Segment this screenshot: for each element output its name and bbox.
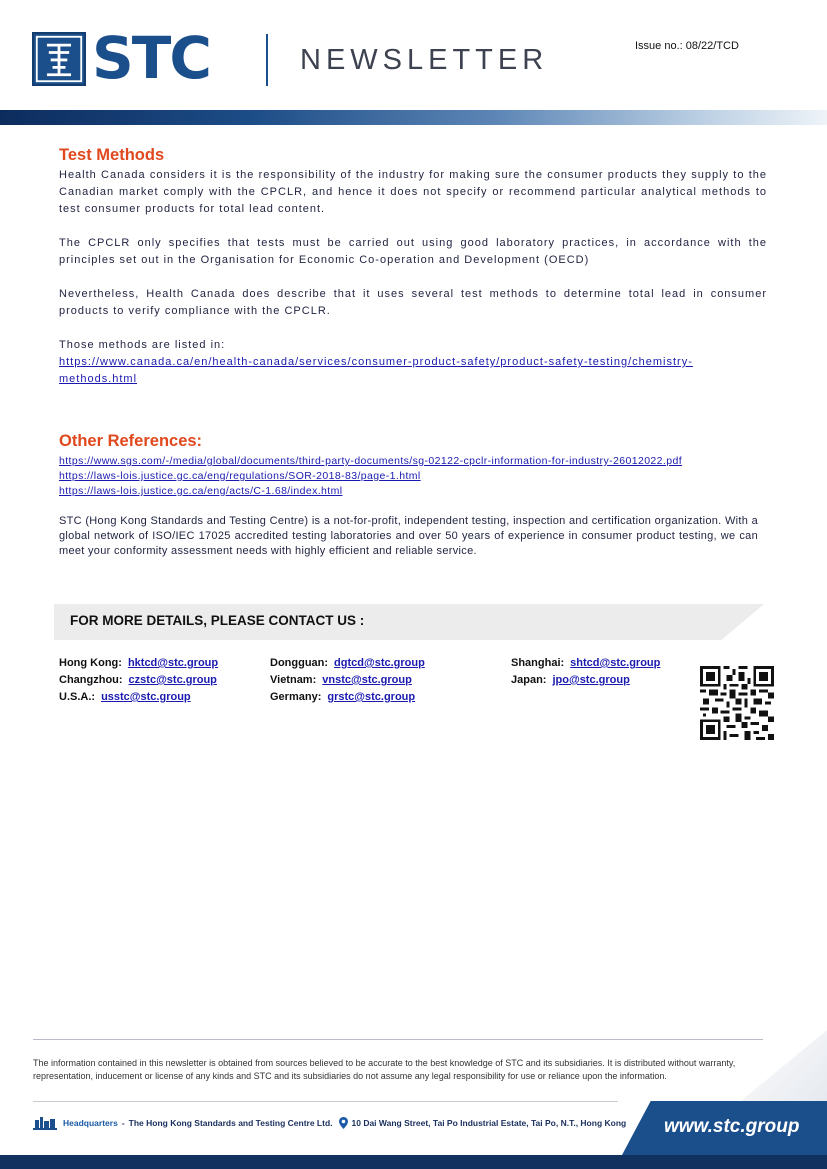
footer-divider: [33, 1039, 763, 1040]
contact-column-1: [59, 655, 218, 706]
contact-row: [59, 672, 218, 689]
header-divider: [266, 34, 268, 86]
contact-row: [270, 655, 425, 672]
test-methods-paragraph-4: [59, 337, 767, 388]
contact-email-link[interactable]: hktcd@stc.group: [127, 657, 219, 669]
contact-city: Changzhou:: [59, 674, 123, 686]
contact-email-link[interactable]: usstc@stc.group: [101, 691, 191, 703]
contact-city: Shanghai:: [511, 657, 565, 669]
contact-column-3: [511, 655, 660, 689]
contact-email-link[interactable]: dgtcd@stc.group: [334, 657, 425, 669]
contact-row: [511, 672, 660, 689]
contact-row: [59, 655, 218, 672]
contact-row: [511, 655, 660, 672]
contact-email-link[interactable]: vnstc@stc.group: [322, 674, 412, 686]
contact-email-link[interactable]: jpo@stc.group: [552, 674, 630, 686]
stc-logo-mark: [32, 32, 86, 86]
contact-row: [270, 672, 425, 689]
other-references-title: Other References:: [59, 432, 203, 450]
qr-code-icon: [700, 666, 774, 740]
hq-address: 10 Dai Wang Street, Tai Po Industrial Estate, Tai Po, N.T., Hong Kong: [351, 1118, 627, 1128]
contact-city: Vietnam:: [270, 674, 317, 686]
contact-city: Hong Kong:: [59, 657, 122, 669]
stc-emblem-icon: [34, 34, 84, 84]
test-methods-section: [59, 146, 767, 388]
reference-link-act[interactable]: https://laws-lois.justice.gc.ca/eng/acts/C-1.68/index.html: [59, 485, 343, 497]
test-methods-paragraph-1: Health Canada considers it is the responsibility of the industry for making sure the consumer products they supply to the Canadian market comply with the CPCLR, and hence it does not specify or recommend particular analytical methods to test consumer products for total lead content.: [59, 169, 767, 215]
factory-building-icon: [33, 1116, 57, 1130]
footer-divider-secondary: [33, 1101, 618, 1102]
reference-link-sor[interactable]: https://laws-lois.justice.gc.ca/eng/regulations/SOR-2018-83/page-1.html: [59, 470, 421, 482]
other-references-section: [59, 432, 767, 559]
location-pin-icon: [339, 1117, 348, 1129]
hq-label: Headquarters: [63, 1118, 118, 1128]
reference-link-sgs[interactable]: https://www.sgs.com/-/media/global/documents/third-party-documents/sg-02122-cpclr-information-for-industry-26012022.pdf: [59, 455, 683, 467]
contact-city: Dongguan:: [270, 657, 329, 669]
contact-column-2: [270, 655, 425, 706]
hq-company-name: The Hong Kong Standards and Testing Centre Ltd.: [128, 1118, 333, 1128]
contact-email-link[interactable]: czstc@stc.group: [128, 674, 217, 686]
contact-heading: FOR MORE DETAILS, PLEASE CONTACT US :: [70, 613, 365, 628]
issue-number: Issue no.: 08/22/TCD: [635, 40, 739, 52]
header-gradient-band: [0, 110, 827, 125]
stc-logo-text: STC: [92, 24, 210, 92]
contact-city: Germany:: [270, 691, 322, 703]
disclaimer-text: The information contained in this newsletter is obtained from sources believed to be accurate to the best knowledge of STC and its subsidiaries. It is distributed without warranty, representation, inducement or license of any kinds and STC and its subsidiaries do not assume any legal responsibility for use or reliance upon the information.: [33, 1058, 736, 1081]
contact-row: [59, 689, 218, 706]
contact-city: U.S.A.:: [59, 691, 96, 703]
hq-separator: -: [121, 1118, 125, 1128]
contact-city: Japan:: [511, 674, 547, 686]
contact-email-link[interactable]: grstc@stc.group: [327, 691, 416, 703]
website-link[interactable]: www.stc.group: [664, 1116, 800, 1137]
test-methods-paragraph-3: Nevertheless, Health Canada does describe that it uses several test methods to determine total lead in consumer products to verify compliance with the CPCLR.: [59, 288, 767, 317]
methods-list-intro: Those methods are listed in:: [59, 339, 226, 351]
contact-row: [270, 689, 425, 706]
test-methods-title: Test Methods: [59, 146, 165, 164]
canada-methods-link[interactable]: https://www.canada.ca/en/health-canada/services/consumer-product-safety/product-safety-testing/chemistry-methods.html: [59, 356, 693, 385]
stc-about-paragraph: STC (Hong Kong Standards and Testing Centre) is a not-for-profit, independent testing, inspection and certification organization. With a global network of ISO/IEC 17025 accredited testing laboratories and over 50 years of experience in consumer product testing, we can meet your conformity assessment needs with highly efficient and reliable service.: [59, 515, 758, 557]
test-methods-paragraph-2: The CPCLR only specifies that tests must be carried out using good laboratory practices, in accordance with the principles set out in the Organisation for Economic Co-operation and Development (OECD): [59, 237, 767, 266]
newsletter-title: NEWSLETTER: [300, 44, 549, 76]
footer-bottom-bar: [0, 1155, 827, 1169]
contact-email-link[interactable]: shtcd@stc.group: [570, 657, 661, 669]
headquarters-info: [33, 1116, 626, 1130]
